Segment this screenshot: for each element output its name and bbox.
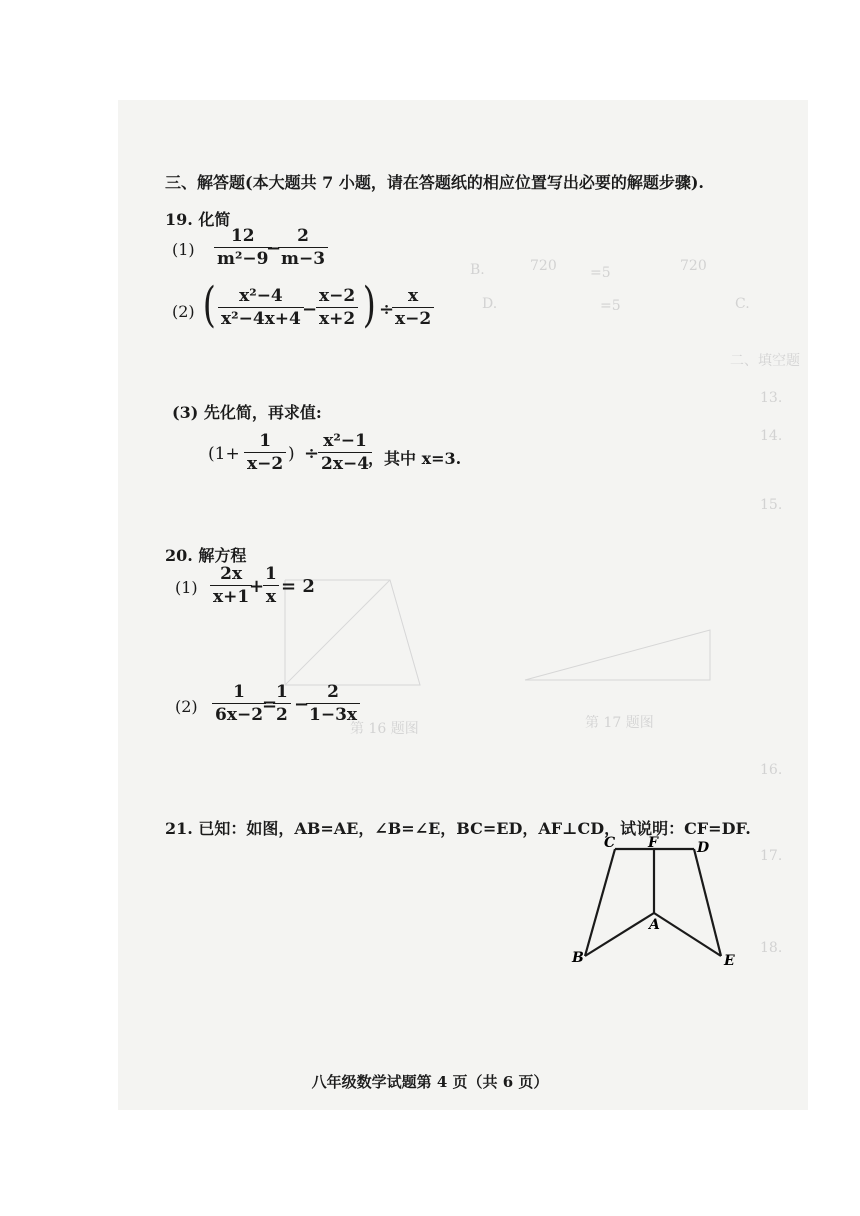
fraction — [318, 433, 372, 473]
part-label: (3) 先化简，再求值: — [172, 403, 322, 422]
ghost-text: 16. — [760, 762, 783, 778]
question-title: 19. 化简 — [165, 210, 231, 229]
page-footer: 八年级数学试题第 4 页（共 6 页） — [311, 1073, 549, 1091]
numerator: x²−4 — [239, 286, 283, 306]
ghost-text: 720 — [680, 258, 707, 274]
fraction — [210, 566, 252, 606]
geometry-figure — [560, 835, 750, 970]
ghost-diagram — [280, 570, 740, 700]
left-paren: ( — [202, 277, 216, 333]
ghost-text: D. — [482, 296, 498, 312]
ghost-text: B. — [470, 262, 485, 278]
point-label-a: A — [649, 917, 660, 933]
operator: − — [294, 694, 310, 715]
fraction — [214, 228, 272, 268]
ghost-text: 18. — [760, 940, 783, 956]
point-label-d: D — [697, 840, 710, 856]
ghost-text: 14. — [760, 428, 783, 444]
right-paren: ) — [362, 277, 376, 333]
ghost-text: 15. — [760, 497, 783, 513]
point-label-c: C — [604, 835, 616, 851]
part-label: (2) — [175, 697, 198, 716]
denominator: 6x−2 — [212, 703, 266, 724]
fraction — [244, 433, 286, 473]
denominator: m²−9 — [214, 247, 272, 268]
numerator: 1 — [259, 431, 272, 451]
fraction — [212, 684, 266, 724]
segment-de — [694, 849, 721, 956]
ghost-text: =5 — [590, 265, 611, 281]
equals-sign: = — [262, 694, 278, 715]
numerator: x−2 — [319, 286, 356, 306]
denominator: 2x−4 — [318, 452, 372, 473]
denominator: x−2 — [244, 452, 286, 473]
ghost-text: 第 16 题图 — [350, 721, 419, 737]
operator: − — [266, 238, 282, 259]
operator: ÷ — [304, 443, 320, 464]
ghost-text: =5 — [600, 298, 621, 314]
operator: + — [249, 576, 265, 597]
fraction — [392, 288, 434, 328]
question-title: 20. 解方程 — [165, 546, 247, 565]
right-hand-side: = 2 — [281, 576, 315, 597]
expression-open: (1+ — [208, 444, 240, 464]
fraction — [278, 228, 328, 268]
point-label-b: B — [572, 950, 584, 966]
numerator: 2x — [220, 564, 243, 584]
denominator: 1−3x — [306, 703, 360, 724]
expression-close: ) — [288, 444, 295, 464]
fraction — [316, 288, 358, 328]
fraction — [218, 288, 304, 328]
part-label: (1) — [172, 240, 195, 259]
ghost-text: C. — [735, 296, 750, 312]
fraction — [262, 566, 280, 606]
numerator: 2 — [327, 682, 339, 702]
operator: − — [302, 299, 318, 320]
numerator: x — [408, 286, 419, 306]
ghost-text: 17. — [760, 848, 783, 864]
ghost-text: 第 17 题图 — [585, 715, 654, 731]
fraction — [306, 684, 360, 724]
point-label-e: E — [724, 953, 735, 969]
section-title: 三、解答题(本大题共 7 小题，请在答题纸的相应位置写出必要的解题步骤). — [165, 173, 704, 192]
ghost-text: 二、填空题 — [730, 353, 800, 369]
numerator: 1 — [265, 564, 277, 584]
denominator: x−2 — [392, 307, 434, 328]
numerator: 1 — [276, 682, 288, 702]
ghost-text: 13. — [760, 390, 783, 406]
operator: ÷ — [379, 299, 395, 320]
ghost-text: 720 — [530, 258, 557, 274]
denominator: x²−4x+4 — [218, 307, 304, 328]
condition-text: ，其中 x=3. — [368, 449, 462, 468]
fraction — [273, 684, 291, 724]
numerator: x²−1 — [323, 431, 367, 451]
numerator: 12 — [230, 226, 255, 246]
question-text: 21. 已知：如图，AB=AE，∠B=∠E，BC=ED，AF⊥CD，试说明：CF=DF. — [165, 819, 751, 838]
denominator: x+2 — [316, 307, 358, 328]
numerator: 2 — [297, 226, 309, 246]
part-label: (1) — [175, 578, 198, 597]
denominator: m−3 — [278, 247, 328, 268]
point-label-f: F — [648, 835, 658, 851]
denominator: x+1 — [210, 585, 252, 606]
denominator: x — [263, 585, 279, 606]
numerator: 1 — [233, 682, 245, 702]
part-label: (2) — [172, 302, 195, 321]
denominator: 2 — [273, 703, 291, 724]
